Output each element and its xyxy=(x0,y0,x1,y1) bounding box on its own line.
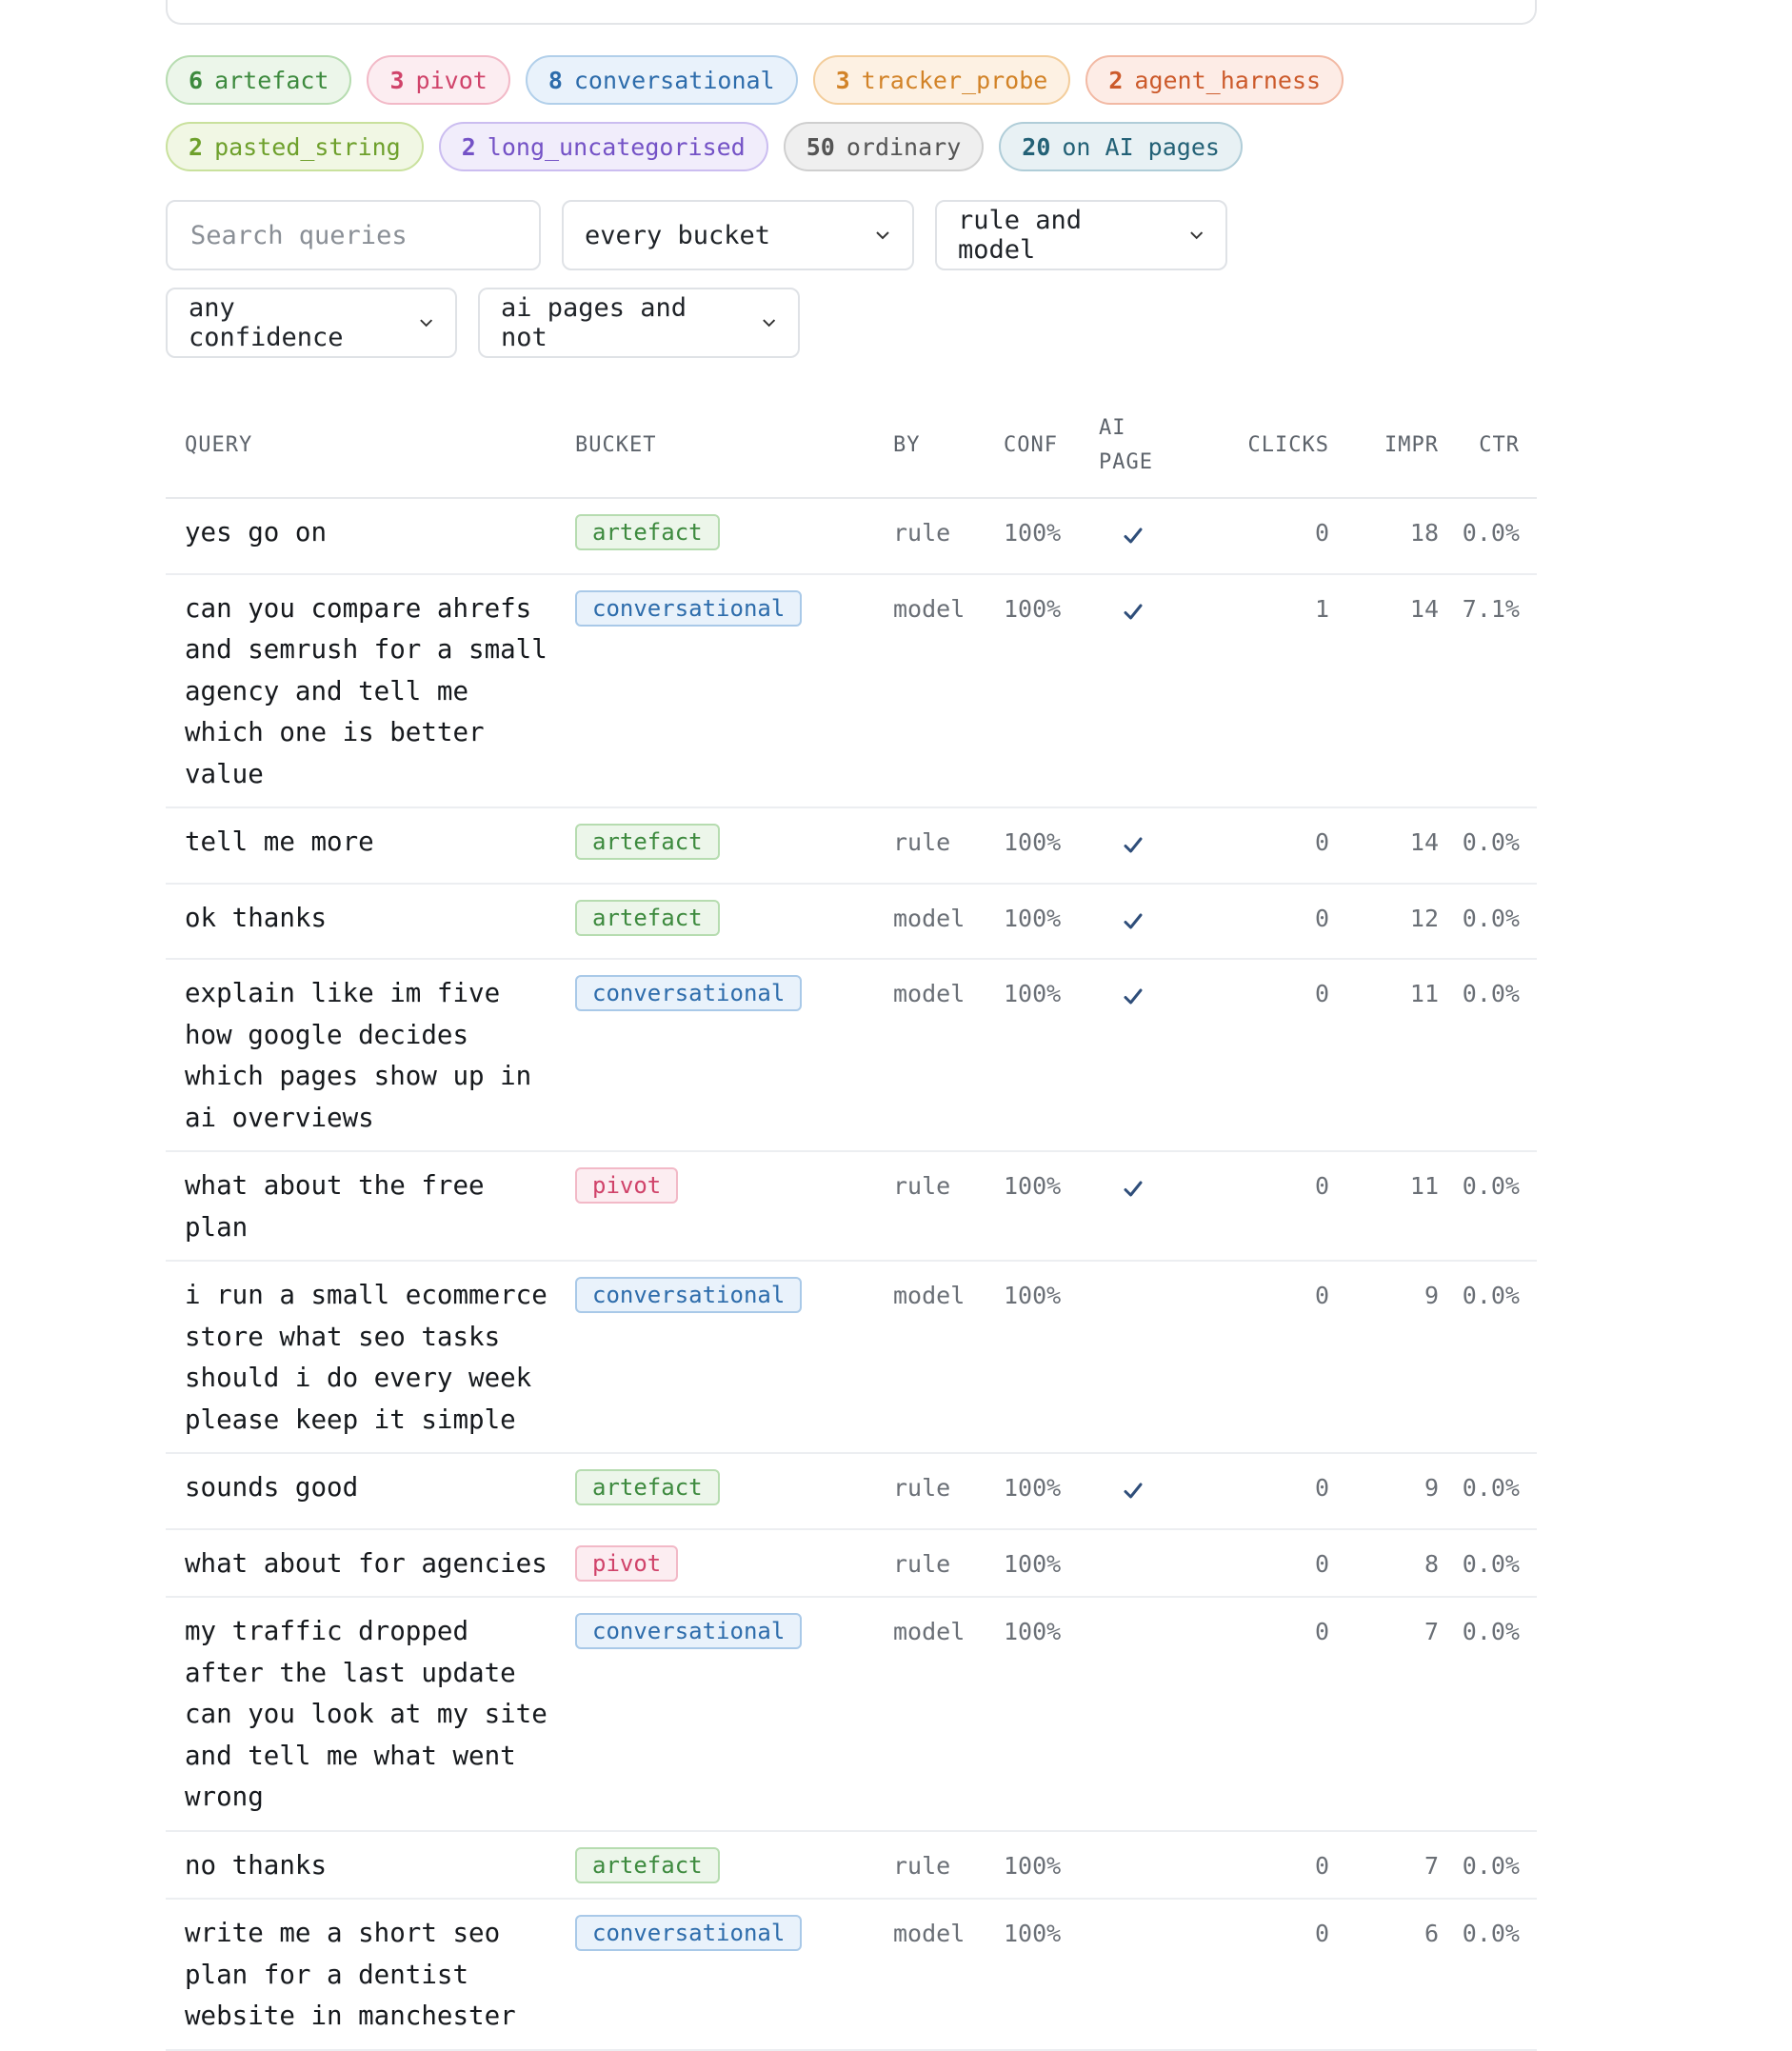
ctr-cell: 7.1% xyxy=(1439,574,1537,808)
chip-count: 2 xyxy=(461,132,476,161)
bucket-tag: conversational xyxy=(575,1915,802,1951)
by-cell: rule xyxy=(893,1831,1004,1900)
table-row[interactable] xyxy=(166,884,1537,960)
summary-chip-agent-harness[interactable] xyxy=(1085,55,1344,105)
ai-page-cell xyxy=(1099,1453,1204,1529)
checkmark-icon xyxy=(1122,596,1145,619)
chip-count: 3 xyxy=(389,66,405,94)
bucket-cell xyxy=(575,1597,893,1831)
ai-page-select-value: ai pages and not xyxy=(501,293,687,352)
bucket-tag: conversational xyxy=(575,590,802,627)
chip-label: agent_harness xyxy=(1134,66,1322,94)
col-header-bucket[interactable]: BUCKET xyxy=(575,398,893,498)
chip-label: pasted_string xyxy=(214,132,401,161)
chip-count: 50 xyxy=(806,132,835,161)
summary-chip-conversational[interactable] xyxy=(526,55,798,105)
col-header-clicks[interactable]: CLICKS xyxy=(1204,398,1329,498)
query-cell: explain like im five how google decides which pages show up in ai overviews xyxy=(166,959,575,1151)
chip-label: artefact xyxy=(214,66,329,94)
query-cell: what about for agencies xyxy=(166,1529,575,1598)
bucket-tag: artefact xyxy=(575,514,720,550)
method-select-value: rule and model xyxy=(958,206,1083,265)
by-cell: rule xyxy=(893,1529,1004,1598)
clicks-cell: 0 xyxy=(1204,498,1329,574)
chip-label: on AI pages xyxy=(1062,132,1220,161)
by-cell: rule xyxy=(893,807,1004,884)
bucket-tag: conversational xyxy=(575,1613,802,1649)
method-select[interactable] xyxy=(935,200,1227,270)
table-row[interactable] xyxy=(166,959,1537,1151)
conf-cell: 100% xyxy=(1004,1899,1099,2050)
bucket-cell xyxy=(575,1899,893,2050)
summary-chip-long-uncategorised[interactable] xyxy=(439,122,768,171)
impr-cell: 11 xyxy=(1329,959,1439,1151)
conf-cell: 100% xyxy=(1004,1597,1099,1831)
query-cell: write me a short seo plan for a dentist website in manchester xyxy=(166,1899,575,2050)
ai-page-cell xyxy=(1099,498,1204,574)
bucket-tag: artefact xyxy=(575,824,720,860)
query-classifier-panel xyxy=(166,0,1537,2051)
bucket-tag: pivot xyxy=(575,1167,678,1204)
impr-cell: 7 xyxy=(1329,1597,1439,1831)
query-cell: no thanks xyxy=(166,1831,575,1900)
impr-cell: 7 xyxy=(1329,1831,1439,1900)
chevron-down-icon xyxy=(1188,227,1205,244)
chip-count: 6 xyxy=(189,66,204,94)
bucket-tag: conversational xyxy=(575,975,802,1011)
summary-chip-tracker-probe[interactable] xyxy=(813,55,1071,105)
chevron-down-icon xyxy=(418,314,434,331)
impr-cell: 14 xyxy=(1329,574,1439,808)
table-row[interactable] xyxy=(166,1831,1537,1900)
checkmark-icon xyxy=(1122,981,1145,1004)
checkmark-icon xyxy=(1122,1475,1145,1498)
ai-page-cell xyxy=(1099,1597,1204,1831)
summary-chip-pasted-string[interactable] xyxy=(166,122,424,171)
conf-cell: 100% xyxy=(1004,959,1099,1151)
confidence-select[interactable] xyxy=(166,288,457,358)
table-row[interactable] xyxy=(166,1899,1537,2050)
bucket-tag: artefact xyxy=(575,900,720,936)
bucket-summary-chips xyxy=(166,55,1537,171)
impr-cell: 6 xyxy=(1329,1899,1439,2050)
bucket-select-value: every bucket xyxy=(585,220,771,250)
bucket-tag: artefact xyxy=(575,1847,720,1883)
chip-count: 2 xyxy=(189,132,204,161)
bucket-cell xyxy=(575,574,893,808)
col-header-by[interactable]: BY xyxy=(893,398,1004,498)
bucket-cell xyxy=(575,807,893,884)
by-cell: rule xyxy=(893,1453,1004,1529)
bucket-cell xyxy=(575,498,893,574)
bucket-cell xyxy=(575,884,893,960)
col-header-ai-page-line1: AI xyxy=(1099,416,1126,440)
bucket-cell xyxy=(575,1261,893,1453)
clicks-cell: 0 xyxy=(1204,1453,1329,1529)
conf-cell: 100% xyxy=(1004,807,1099,884)
ctr-cell: 0.0% xyxy=(1439,807,1537,884)
query-cell: sounds good xyxy=(166,1453,575,1529)
checkmark-icon xyxy=(1122,520,1145,543)
chip-label: conversational xyxy=(573,66,775,94)
by-cell: model xyxy=(893,884,1004,960)
impr-cell: 8 xyxy=(1329,1529,1439,1598)
table-row[interactable] xyxy=(166,1151,1537,1261)
bucket-cell xyxy=(575,1529,893,1598)
clicks-cell: 0 xyxy=(1204,884,1329,960)
ai-page-cell xyxy=(1099,807,1204,884)
query-cell: ok thanks xyxy=(166,884,575,960)
by-cell: model xyxy=(893,1597,1004,1831)
bucket-tag: artefact xyxy=(575,1469,720,1505)
conf-cell: 100% xyxy=(1004,1453,1099,1529)
impr-cell: 18 xyxy=(1329,498,1439,574)
confidence-select-value: any confidence xyxy=(189,293,344,352)
chip-count: 20 xyxy=(1022,132,1051,161)
conf-cell: 100% xyxy=(1004,1529,1099,1598)
chevron-down-icon xyxy=(761,314,777,331)
impr-cell: 12 xyxy=(1329,884,1439,960)
chip-label: long_uncategorised xyxy=(487,132,746,161)
table-body xyxy=(166,498,1537,2050)
ctr-cell: 0.0% xyxy=(1439,959,1537,1151)
query-cell: can you compare ahrefs and semrush for a small agency and tell me which one is better value xyxy=(166,574,575,808)
ctr-cell: 0.0% xyxy=(1439,884,1537,960)
chip-count: 3 xyxy=(835,66,850,94)
ai-page-cell xyxy=(1099,1529,1204,1598)
clicks-cell: 0 xyxy=(1204,959,1329,1151)
ctr-cell: 0.0% xyxy=(1439,498,1537,574)
table-header-row xyxy=(166,398,1537,498)
bucket-select[interactable] xyxy=(562,200,914,270)
by-cell: rule xyxy=(893,498,1004,574)
table-row[interactable] xyxy=(166,807,1537,884)
query-cell: tell me more xyxy=(166,807,575,884)
summary-chip-ordinary[interactable] xyxy=(784,122,985,171)
impr-cell: 11 xyxy=(1329,1151,1439,1261)
chip-label: tracker_probe xyxy=(861,66,1048,94)
queries-table xyxy=(166,398,1537,2051)
filter-bar xyxy=(166,200,1537,358)
search-field[interactable] xyxy=(166,200,541,270)
table-row[interactable] xyxy=(166,1597,1537,1831)
bucket-tag: pivot xyxy=(575,1545,678,1582)
summary-chip-artefact[interactable] xyxy=(166,55,351,105)
table-row[interactable] xyxy=(166,1261,1537,1453)
conf-cell: 100% xyxy=(1004,498,1099,574)
bucket-cell xyxy=(575,1453,893,1529)
ctr-cell: 0.0% xyxy=(1439,1529,1537,1598)
bucket-cell xyxy=(575,1831,893,1900)
chip-count: 8 xyxy=(548,66,563,94)
previous-panel-edge xyxy=(166,0,1537,25)
table-row[interactable] xyxy=(166,1453,1537,1529)
bucket-tag: conversational xyxy=(575,1277,802,1313)
summary-chip-pivot[interactable] xyxy=(367,55,509,105)
chevron-down-icon xyxy=(874,227,891,244)
summary-chip-on-ai-pages[interactable] xyxy=(999,122,1243,171)
ctr-cell: 0.0% xyxy=(1439,1831,1537,1900)
impr-cell: 9 xyxy=(1329,1453,1439,1529)
table-row[interactable] xyxy=(166,498,1537,574)
ai-page-cell xyxy=(1099,959,1204,1151)
clicks-cell: 0 xyxy=(1204,1529,1329,1598)
query-cell: my traffic dropped after the last update can you look at my site and tell me what went wrong xyxy=(166,1597,575,1831)
ai-page-cell xyxy=(1099,1151,1204,1261)
col-header-ai-page[interactable] xyxy=(1099,398,1204,498)
ai-page-select[interactable] xyxy=(478,288,800,358)
ctr-cell: 0.0% xyxy=(1439,1453,1537,1529)
table-row[interactable] xyxy=(166,1529,1537,1598)
by-cell: model xyxy=(893,1899,1004,2050)
by-cell: rule xyxy=(893,1151,1004,1261)
chip-label: pivot xyxy=(415,66,488,94)
checkmark-icon xyxy=(1122,1173,1145,1196)
ctr-cell: 0.0% xyxy=(1439,1151,1537,1261)
impr-cell: 14 xyxy=(1329,807,1439,884)
by-cell: model xyxy=(893,1261,1004,1453)
table-row[interactable] xyxy=(166,574,1537,808)
col-header-ai-page-line2: PAGE xyxy=(1099,450,1153,474)
clicks-cell: 1 xyxy=(1204,574,1329,808)
impr-cell: 9 xyxy=(1329,1261,1439,1453)
conf-cell: 100% xyxy=(1004,884,1099,960)
by-cell: model xyxy=(893,959,1004,1151)
col-header-ctr[interactable]: CTR xyxy=(1439,398,1537,498)
col-header-conf[interactable]: CONF xyxy=(1004,398,1099,498)
ai-page-cell xyxy=(1099,1899,1204,2050)
ai-page-cell xyxy=(1099,1831,1204,1900)
clicks-cell: 0 xyxy=(1204,1151,1329,1261)
clicks-cell: 0 xyxy=(1204,1899,1329,2050)
clicks-cell: 0 xyxy=(1204,1261,1329,1453)
query-cell: i run a small ecommerce store what seo tasks should i do every week please keep it simple xyxy=(166,1261,575,1453)
bucket-cell xyxy=(575,1151,893,1261)
col-header-impr[interactable]: IMPR xyxy=(1329,398,1439,498)
col-header-query[interactable]: QUERY xyxy=(166,398,575,498)
chip-count: 2 xyxy=(1108,66,1124,94)
ai-page-cell xyxy=(1099,884,1204,960)
bucket-cell xyxy=(575,959,893,1151)
by-cell: model xyxy=(893,574,1004,808)
checkmark-icon xyxy=(1122,906,1145,928)
checkmark-icon xyxy=(1122,829,1145,852)
search-input[interactable] xyxy=(189,220,518,251)
ai-page-cell xyxy=(1099,1261,1204,1453)
clicks-cell: 0 xyxy=(1204,1831,1329,1900)
ctr-cell: 0.0% xyxy=(1439,1261,1537,1453)
conf-cell: 100% xyxy=(1004,1261,1099,1453)
conf-cell: 100% xyxy=(1004,1151,1099,1261)
chip-label: ordinary xyxy=(846,132,962,161)
query-cell: what about the free plan xyxy=(166,1151,575,1261)
query-cell: yes go on xyxy=(166,498,575,574)
ctr-cell: 0.0% xyxy=(1439,1899,1537,2050)
clicks-cell: 0 xyxy=(1204,1597,1329,1831)
ctr-cell: 0.0% xyxy=(1439,1597,1537,1831)
conf-cell: 100% xyxy=(1004,1831,1099,1900)
ai-page-cell xyxy=(1099,574,1204,808)
clicks-cell: 0 xyxy=(1204,807,1329,884)
conf-cell: 100% xyxy=(1004,574,1099,808)
